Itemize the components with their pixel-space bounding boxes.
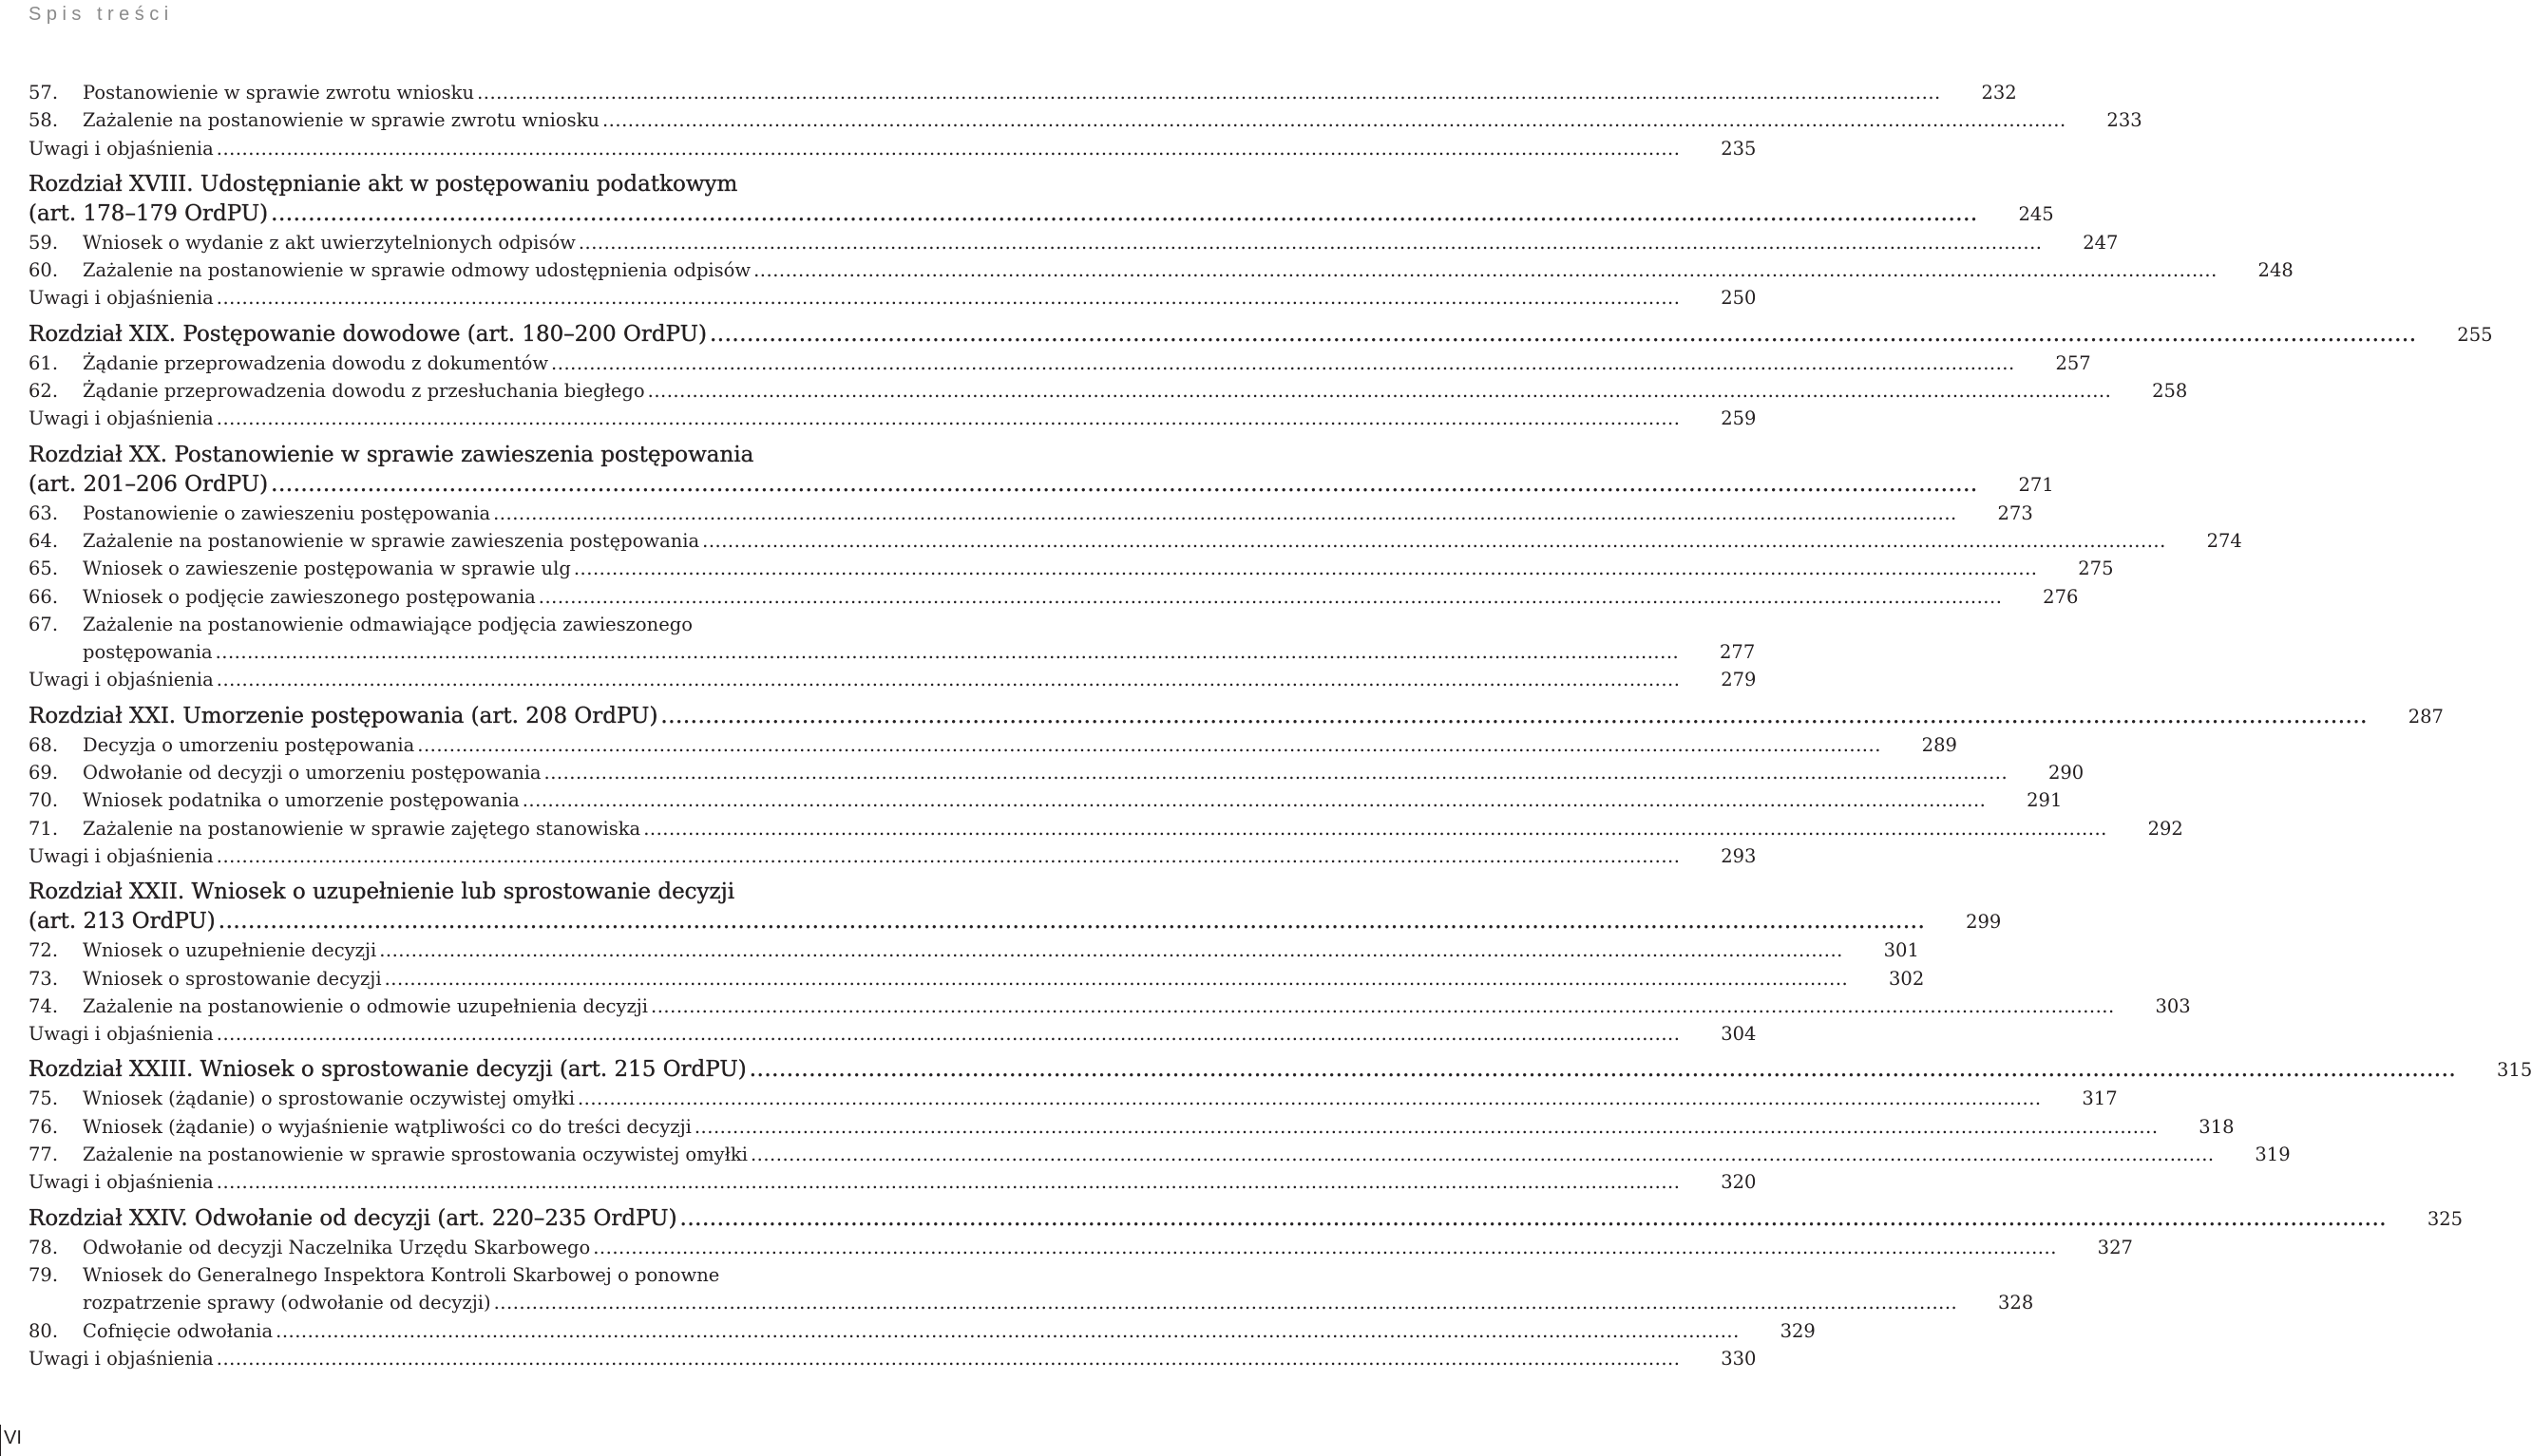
chapter-heading[interactable]: Rozdział XX. Postanowienie w sprawie zawieszenia postępowania xyxy=(29,442,754,467)
page-number: 257 xyxy=(2055,351,2091,374)
chapter-heading[interactable] xyxy=(29,702,2444,731)
leader-dots xyxy=(214,666,1681,693)
leader-dots xyxy=(657,702,2368,731)
leader-dots xyxy=(491,1289,1958,1316)
toc-entry[interactable] xyxy=(29,1317,1816,1345)
toc-entry[interactable] xyxy=(29,936,1919,964)
page-number: 328 xyxy=(1998,1292,2034,1314)
toc-notes-entry[interactable] xyxy=(29,405,1757,432)
page-number: 235 xyxy=(1721,137,1757,160)
chapter-title: Rozdział XXIII. Wniosek o sprostowanie decyzji (art. 215 OrdPU) xyxy=(29,1057,747,1083)
entry-title: Decyzja o umorzeniu postępowania xyxy=(83,733,415,756)
leader-dots xyxy=(677,1204,2388,1234)
page-number: 275 xyxy=(2078,558,2114,580)
entry-title: rozpatrzenie sprawy (odwołanie od decyzji) xyxy=(83,1292,491,1314)
entry-number: 74. xyxy=(29,994,59,1017)
folio: VI xyxy=(4,1428,22,1448)
table-of-contents xyxy=(29,79,2532,1372)
entry-title: Wniosek (żądanie) o wyjaśnienie wątpliwości co do treści decyzji xyxy=(83,1115,692,1138)
entry-number: 76. xyxy=(29,1115,59,1138)
entry-number: 73. xyxy=(29,967,59,990)
page-number: 233 xyxy=(2106,109,2142,132)
page-number: 290 xyxy=(2047,762,2085,785)
leader-dots xyxy=(571,555,2038,582)
page-number: 273 xyxy=(1997,501,2033,524)
page-number: 271 xyxy=(2018,473,2054,496)
entry-title: Cofnięcie odwołania xyxy=(83,1319,274,1342)
entry-title: Zażalenie na postanowienie w sprawie zwrotu wniosku xyxy=(83,109,600,132)
chapter-heading[interactable]: Rozdział XVIII. Udostępnianie akt w postępowaniu podatkowym xyxy=(29,171,738,197)
leader-dots xyxy=(214,405,1681,432)
leader-dots xyxy=(268,470,1978,500)
entry-title: Postanowienie w sprawie zwrotu wniosku xyxy=(83,82,475,104)
leader-dots xyxy=(548,350,2015,377)
page-number: 330 xyxy=(1721,1347,1757,1370)
entry-number: 60. xyxy=(29,259,59,282)
chapter-heading[interactable] xyxy=(29,1055,2532,1085)
toc-entry[interactable] xyxy=(29,1261,910,1289)
chapter-title: (art. 178–179 OrdPU) xyxy=(29,200,269,226)
page-number: 327 xyxy=(2097,1236,2133,1258)
entry-number: 80. xyxy=(29,1319,59,1342)
leader-dots xyxy=(648,993,2115,1020)
toc-entry[interactable] xyxy=(29,1234,2133,1261)
entry-title: Wniosek o zawieszenie postępowania w sprawie ulg xyxy=(83,558,571,580)
leader-dots xyxy=(600,106,2066,134)
page-number: 276 xyxy=(2043,585,2079,608)
chapter-heading[interactable] xyxy=(29,320,2493,350)
toc-notes-entry[interactable] xyxy=(29,135,1757,162)
leader-dots xyxy=(536,583,2003,611)
chapter-title: (art. 201–206 OrdPU) xyxy=(29,471,269,497)
entry-number: 59. xyxy=(29,231,59,254)
toc-notes-entry[interactable] xyxy=(29,1020,1757,1048)
toc-entry[interactable] xyxy=(29,759,2085,786)
page-number: 317 xyxy=(2082,1087,2118,1110)
entry-title: Uwagi i objaśnienia xyxy=(29,1023,214,1046)
entry-title: Zażalenie na postanowienie w sprawie zajętego stanowiska xyxy=(83,817,641,840)
entry-title: Wniosek podatnika o umorzenie postępowania xyxy=(83,789,520,812)
entry-number: 68. xyxy=(29,733,59,756)
leader-dots xyxy=(576,229,2043,256)
leader-dots xyxy=(590,1234,2057,1261)
entry-number: 57. xyxy=(29,82,59,104)
entry-title: Wniosek do Generalnego Inspektora Kontroli Skarbowej o ponowne xyxy=(83,1263,720,1286)
page-number: 232 xyxy=(1981,82,2017,104)
leader-dots xyxy=(520,786,1987,814)
entry-title: Zażalenie na postanowienie w sprawie zawieszenia postępowania xyxy=(83,529,700,552)
page-number: 318 xyxy=(2199,1115,2235,1138)
entry-number: 65. xyxy=(29,558,59,580)
page-number: 299 xyxy=(1966,911,2002,934)
toc-entry[interactable] xyxy=(29,256,2294,284)
toc-entry[interactable] xyxy=(29,555,2114,582)
toc-entry[interactable] xyxy=(29,1085,2118,1112)
entry-number: 78. xyxy=(29,1236,59,1258)
entry-number: 66. xyxy=(29,585,59,608)
page-number: 325 xyxy=(2427,1207,2464,1230)
toc-entry[interactable] xyxy=(29,350,2091,377)
entry-title: Zażalenie na postanowienie odmawiające podjęcia zawieszonego xyxy=(83,613,693,635)
page-number: 302 xyxy=(1889,967,1925,990)
toc-notes-entry[interactable] xyxy=(29,666,1757,693)
page-number: 319 xyxy=(2255,1144,2291,1166)
page-number: 293 xyxy=(1721,844,1757,867)
entry-number: 64. xyxy=(29,529,59,552)
entry-title: Wniosek o sprostowanie decyzji xyxy=(83,967,382,990)
toc-entry-continuation[interactable] xyxy=(29,1289,2034,1316)
page-number: 315 xyxy=(2497,1059,2532,1082)
toc-entry-continuation[interactable] xyxy=(29,638,1756,666)
toc-entry[interactable] xyxy=(29,106,2142,134)
leader-dots xyxy=(273,1317,1740,1345)
leader-dots xyxy=(382,965,1849,993)
leader-dots xyxy=(707,320,2417,350)
leader-dots xyxy=(214,842,1681,870)
entry-number: 67. xyxy=(29,613,59,635)
toc-entry[interactable] xyxy=(29,1141,2291,1168)
page-number: 320 xyxy=(1721,1171,1757,1194)
page-number: 250 xyxy=(1721,287,1757,310)
leader-dots xyxy=(692,1113,2159,1141)
entry-title: Zażalenie na postanowienie w sprawie sprostowania oczywistej omyłki xyxy=(83,1144,748,1166)
toc-entry[interactable] xyxy=(29,1113,2235,1141)
entry-number: 72. xyxy=(29,939,59,962)
toc-notes-entry[interactable] xyxy=(29,284,1757,312)
entry-title: Uwagi i objaśnienia xyxy=(29,407,214,430)
chapter-heading-continuation[interactable] xyxy=(29,199,2054,229)
page-number: 303 xyxy=(2155,994,2191,1017)
entry-number: 71. xyxy=(29,817,59,840)
entry-title: Żądanie przeprowadzenia dowodu z przesłuchania biegłego xyxy=(83,380,645,403)
toc-entry[interactable] xyxy=(29,786,2063,814)
chapter-title: Rozdział XXI. Umorzenie postępowania (art. 208 OrdPU) xyxy=(29,703,658,728)
leader-dots xyxy=(699,527,2166,555)
leader-dots xyxy=(640,815,2107,842)
leader-dots xyxy=(213,638,1680,666)
toc-entry[interactable] xyxy=(29,500,2033,527)
leader-dots xyxy=(214,1168,1681,1196)
page-number: 245 xyxy=(2018,202,2054,225)
running-header: Spis treści xyxy=(29,4,174,25)
entry-number: 75. xyxy=(29,1087,59,1110)
margin-rule xyxy=(0,1425,1,1456)
leader-dots xyxy=(575,1085,2042,1112)
leader-dots xyxy=(214,135,1681,162)
leader-dots xyxy=(376,936,1843,964)
leader-dots xyxy=(748,1141,2215,1168)
chapter-title: Rozdział XXIV. Odwołanie od decyzji (art. 220–235 OrdPU) xyxy=(29,1205,677,1231)
entry-title: Żądanie przeprowadzenia dowodu z dokumentów xyxy=(83,351,549,374)
chapter-heading[interactable] xyxy=(29,1204,2464,1234)
leader-dots xyxy=(474,79,1941,106)
page-number: 304 xyxy=(1721,1023,1757,1046)
page-number: 248 xyxy=(2257,259,2294,282)
entry-title: Uwagi i objaśnienia xyxy=(29,669,214,691)
entry-number: 70. xyxy=(29,789,59,812)
entry-title: Uwagi i objaśnienia xyxy=(29,844,214,867)
entry-number: 69. xyxy=(29,762,59,785)
entry-title: Wniosek (żądanie) o sprostowanie oczywistej omyłki xyxy=(83,1087,575,1110)
page-number: 258 xyxy=(2152,380,2188,403)
page-number: 259 xyxy=(1721,407,1757,430)
entry-title: Postanowienie o zawieszeniu postępowania xyxy=(83,501,491,524)
leader-dots xyxy=(751,256,2218,284)
leader-dots xyxy=(214,1345,1681,1372)
entry-number: 63. xyxy=(29,501,59,524)
entry-number: 58. xyxy=(29,109,59,132)
toc-entry[interactable] xyxy=(29,583,2079,611)
page-number: 277 xyxy=(1720,641,1756,664)
leader-dots xyxy=(645,377,2112,405)
page-number: 287 xyxy=(2408,705,2444,728)
toc-notes-entry[interactable] xyxy=(29,1168,1757,1196)
leader-dots xyxy=(214,1020,1681,1048)
leader-dots xyxy=(414,731,1881,759)
chapter-title: (art. 213 OrdPU) xyxy=(29,909,216,935)
toc-entry[interactable] xyxy=(29,377,2188,405)
entry-title: Wniosek o uzupełnienie decyzji xyxy=(83,939,377,962)
entry-title: Odwołanie od decyzji o umorzeniu postępowania xyxy=(83,762,542,785)
toc-entry[interactable] xyxy=(29,611,910,638)
toc-entry[interactable] xyxy=(29,993,2191,1020)
entry-number: 77. xyxy=(29,1144,59,1166)
entry-number: 61. xyxy=(29,351,59,374)
toc-entry[interactable] xyxy=(29,527,2242,555)
toc-notes-entry[interactable] xyxy=(29,1345,1757,1372)
toc-entry[interactable] xyxy=(29,79,2017,106)
page-number: 274 xyxy=(2206,529,2242,552)
entry-title: postępowania xyxy=(83,641,213,664)
page-number: 279 xyxy=(1721,669,1757,691)
page-number: 289 xyxy=(1921,733,1957,756)
page-number: 291 xyxy=(2027,789,2063,812)
toc-entry[interactable] xyxy=(29,965,1925,993)
toc-entry[interactable] xyxy=(29,229,2119,256)
entry-title: Uwagi i objaśnienia xyxy=(29,1347,214,1370)
chapter-heading-continuation[interactable] xyxy=(29,907,2002,936)
toc-entry[interactable] xyxy=(29,731,1957,759)
page-number: 329 xyxy=(1780,1319,1816,1342)
entry-title: Odwołanie od decyzji Naczelnika Urzędu Skarbowego xyxy=(83,1236,591,1258)
leader-dots xyxy=(216,907,1926,936)
entry-title: Uwagi i objaśnienia xyxy=(29,137,214,160)
entry-title: Zażalenie na postanowienie w sprawie odmowy udostępnienia odpisów xyxy=(83,259,752,282)
entry-title: Zażalenie na postanowienie o odmowie uzupełnienia decyzji xyxy=(83,994,649,1017)
leader-dots xyxy=(542,759,2008,786)
entry-title: Uwagi i objaśnienia xyxy=(29,1171,214,1194)
page-number: 247 xyxy=(2083,231,2119,254)
leader-dots xyxy=(490,500,1957,527)
leader-dots xyxy=(214,284,1681,312)
toc-notes-entry[interactable] xyxy=(29,842,1757,870)
page-number: 255 xyxy=(2457,323,2493,346)
entry-title: Uwagi i objaśnienia xyxy=(29,287,214,310)
entry-title: Wniosek o podjęcie zawieszonego postępowania xyxy=(83,585,536,608)
page-number: 292 xyxy=(2147,817,2183,840)
entry-number: 79. xyxy=(29,1263,59,1286)
page-number: 301 xyxy=(1883,939,1919,962)
entry-title: Wniosek o wydanie z akt uwierzytelnionych odpisów xyxy=(83,231,576,254)
entry-number: 62. xyxy=(29,380,59,403)
chapter-heading-continuation[interactable] xyxy=(29,470,2054,500)
chapter-title: Rozdział XIX. Postępowanie dowodowe (art. 180–200 OrdPU) xyxy=(29,321,707,347)
chapter-heading[interactable]: Rozdział XXII. Wniosek o uzupełnienie lub sprostowanie decyzji xyxy=(29,879,735,905)
leader-dots xyxy=(268,199,1978,229)
leader-dots xyxy=(747,1055,2457,1085)
toc-entry[interactable] xyxy=(29,815,2183,842)
